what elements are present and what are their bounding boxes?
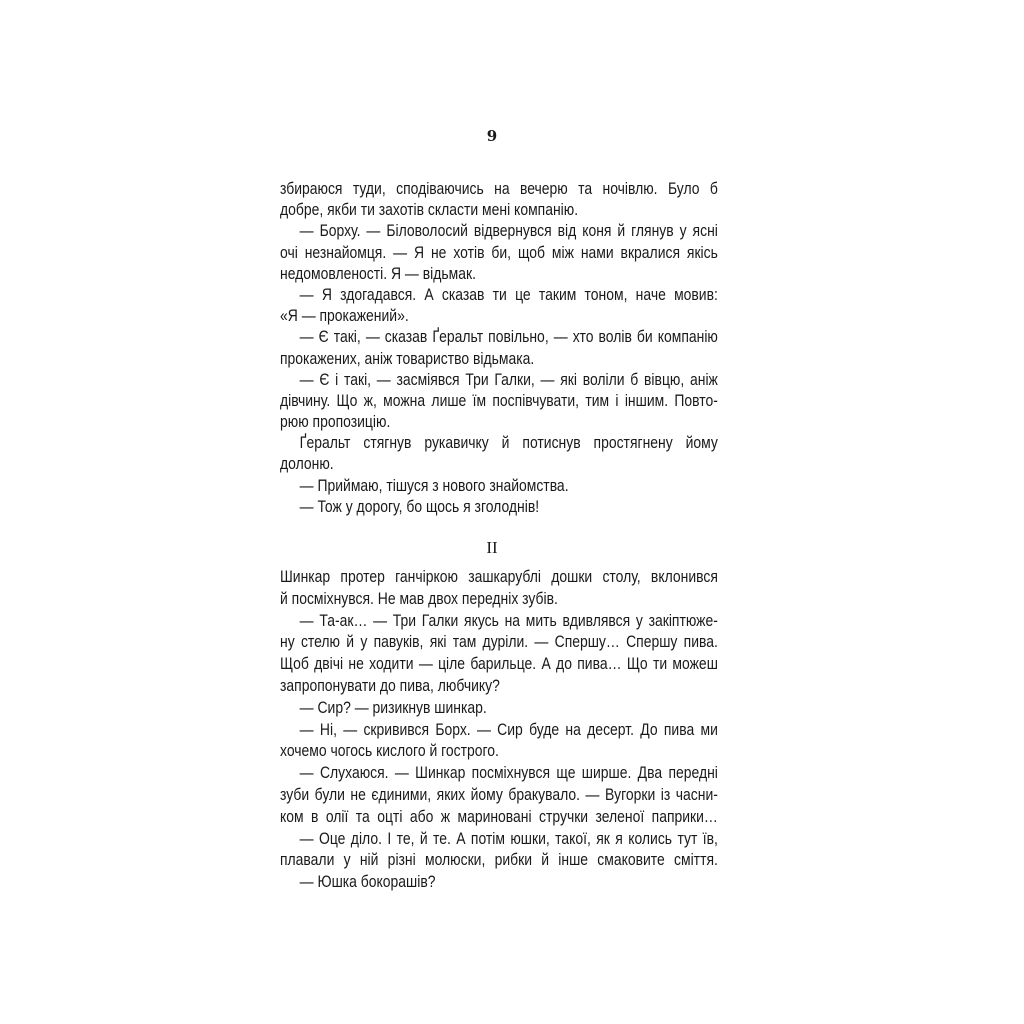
page-number: 9 [486,127,498,145]
text-line: ком в олії та оцті або ж мариновані стручки зеленої паприки… [280,806,718,826]
text-line: — Та-ак… — Три Галки якусь на мить вдивлявся у закіптюже- [299,610,718,630]
section-heading: II [486,538,498,557]
text-line: плавали у ній різні молюски, рибки й інше смаковите сміття. [280,850,718,870]
text-block-2 [280,566,718,893]
text-line: дівчину. Що ж, можна лише їм поспівчувати, тим і іншим. Повто- [280,390,718,410]
text-line: долоню. [280,454,334,474]
text-line: ну стелю й у павуків, які там дуріли. — Спершу… Спершу пива. [280,632,718,652]
text-line: добре, якби ти захотів скласти мені компанію. [280,200,579,220]
text-line: Шинкар протер ганчіркою зашкарублі дошки столу, вклонився [280,567,718,586]
text-line: — Я здогадався. А сказав ти це таким тоном, наче мовив: [299,284,718,304]
text-line: — Борху. — Біловолосий відвернувся від коня й глянув у ясні [299,221,718,241]
text-line: — Юшка бокорашів? [299,872,436,892]
text-line: — Є такі, — сказав Ґеральт повільно, — хто волів би компанію [299,327,718,347]
text-line: й посміхнувся. Не мав двох передніх зубів. [280,588,558,608]
text-line: — Тож у дорогу, бо щось я зголоднів! [299,496,540,516]
text-line: рюю пропозицію. [280,412,391,432]
text-line: — Приймаю, тішуся з нового знайомства. [299,475,569,495]
text-line: Ґеральт стягнув рукавичку й потиснув простягнену йому [299,433,718,453]
text-line: збираюся туди, сподіваючись на вечерю та ночівлю. Було б [280,179,718,198]
text-line: недомовленості. Я — відьмак. [280,263,476,283]
text-line: — Оце діло. І те, й те. А потім юшки, такої, як я колись тут їв, [299,828,718,848]
text-line: очі незнайомця. — Я не хотів би, щоб між нами вкралися якісь [280,242,718,262]
text-line: зуби були не єдиними, яких йому бракувало. — Вугорки із часни- [280,784,718,804]
text-line: — Ні, — скривився Борх. — Сир буде на десерт. До пива ми [299,719,718,739]
text-line: хочемо чогось кислого й гострого. [280,741,499,761]
text-line: «Я — прокажений». [280,306,409,326]
text-line: запропонувати до пива, любчику? [280,675,500,695]
text-line: Щоб двічі не ходити — ціле барильце. А до пива… Що ти можеш [280,654,718,674]
text-line: — Слухаюся. — Шинкар посміхнувся ще ширше. Два передні [299,763,718,783]
text-line: — Сир? — ризикнув шинкар. [299,697,487,717]
text-line: — Є і такі, — засміявся Три Галки, — які воліли б вівцю, аніж [299,369,718,389]
text-line: прокажених, аніж товариство відьмака. [280,348,535,368]
text-block-1 [280,178,718,517]
